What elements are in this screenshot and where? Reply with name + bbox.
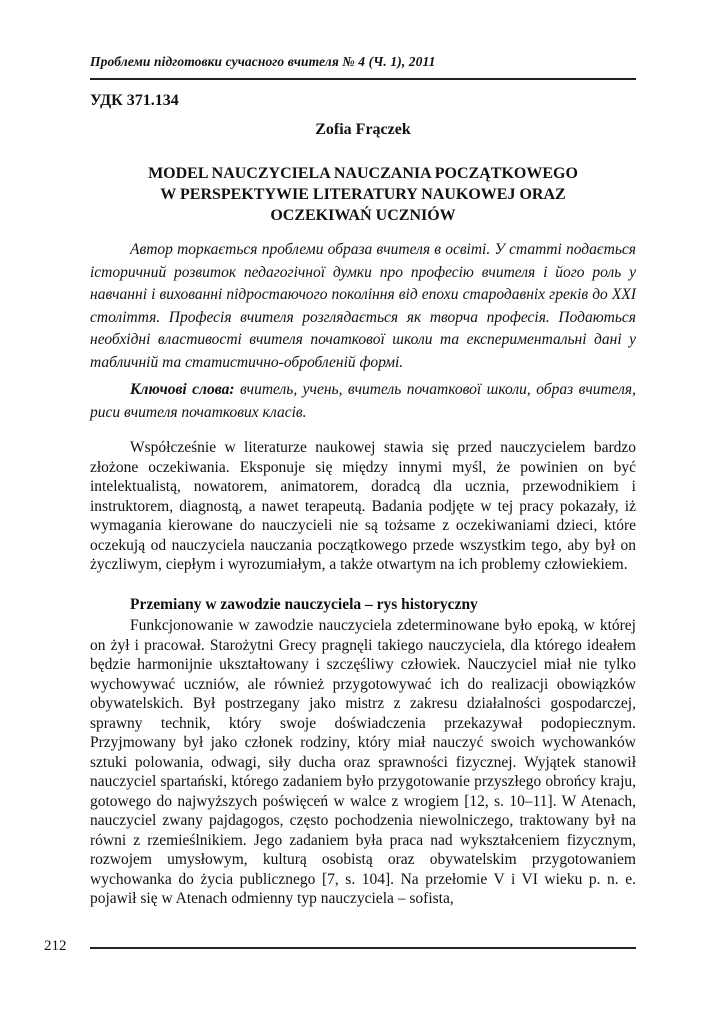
footer-rule: [90, 947, 636, 949]
abstract: Автор торкається проблеми образа вчителя в освіті. У статті подається історичний розвиток педагогічної думки про професію вчителя і його роль у навчанні і вихованні підростаючого покоління від епохи стародавніх греків до XXI століття. Професія вчителя розглядається як творча професія. Подаються необхідні властивості вчителя початкової школи та експериментальні дані у табличній та статистично-обробленій формі.: [90, 241, 636, 371]
body-paragraph: Funkcjonowanie w zawodzie nauczyciela zdeterminowane było epoką, w której on żył i pracował. Starożytni Grecy pragnęli takiego nauczyciela, dla którego ideałem będzie harmonijnie ukształtowany i szczęśliwy człowiek. Nauczyciel miał nie tylko wychowywać uczniów, ale również przygotowywać ich do realizacji obowiązków obywatelskich. Był postrzegany jako mistrz z zakresu działalności gospodarczej, sprawny technik, który swoje doświadczenia przekazywał podopiecznym. Przyjmowany był jako członek rodziny, który miał nauczyć swoich wychowanków sztuki polowania, odwagi, siły ducha oraz sprawności fizycznej. Wyjątek stanowił nauczyciel spartański, którego zadaniem było przygotowanie przyszłego obrońcy kraju, gotowego do najwyższych poświęceń w walce z wrogiem [12, s. 10–11]. W Atenach, nauczyciel zwany pajdagogos, często pochodzenia niewolniczego, traktowany był na równi z rzemieślnikiem. Jego zadaniem była praca nad wykształceniem fizycznym, rozwojem umysłowym, kulturą osobistą oraz obywatelskim przygotowaniem wychowanka do życia publicznego [7, s. 104]. Na przełomie V i VI wieku p. n. e. pojawił się w Atenach odmienny typ nauczyciela – sofista,: [90, 617, 636, 907]
author-name: Zofia Frączek: [315, 121, 411, 138]
keywords-label: Ключові слова:: [130, 381, 235, 398]
title-line: W PERSPEKTYWIE LITERATURY NAUKOWEJ ORAZ: [160, 186, 566, 203]
page: [90, 0, 636, 1024]
body-paragraph: Współcześnie w literaturze naukowej stawia się przed nauczycielem bardzo złożone oczekiwania. Eksponuje się między innymi myśl, że powinien on być intelektualistą, nowatorem, animatorem, doradcą dla ucznia, przewodnikiem i instruktorem, diagnostą, a nawet terapeutą. Badania podjęte w tej pracy pokazały, iż wymagania kierowane do nauczycieli nie są tożsame z oczekiwaniami dzieci, które oczekują od nauczyciela nauczania początkowego przede wszystkim tego, aby był on życzliwym, ciepłym i wyrozumiałym, a także otwartym na ich problemy człowiekiem.: [90, 439, 636, 573]
udk-code: УДК 371.134: [90, 92, 179, 109]
running-head: Проблеми підготовки сучасного вчителя № 4 (Ч. 1), 2011: [90, 54, 436, 69]
keywords-list: вчитель, учень, вчитель початкової школи, образ вчителя, риси вчителя початкових класів.: [90, 381, 636, 421]
title-line: MODEL NAUCZYCIELA NAUCZANIA POCZĄTKOWEGO: [148, 165, 578, 182]
header-rule: [90, 78, 636, 80]
page-number: 212: [44, 938, 67, 954]
title-line: OCZEKIWAŃ UCZNIÓW: [270, 207, 456, 224]
article-title: [90, 163, 636, 226]
section-heading: Przemiany w zawodzie nauczyciela – rys historyczny: [130, 596, 478, 613]
keywords: [90, 379, 636, 424]
